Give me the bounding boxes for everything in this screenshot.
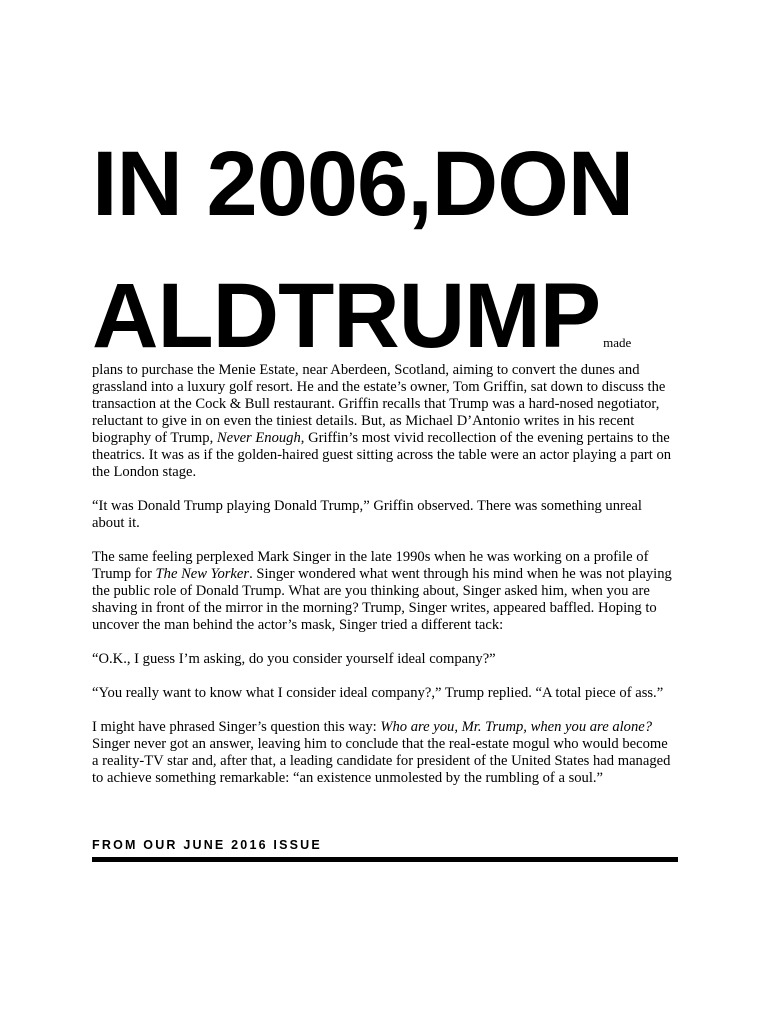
paragraph-text: , Griffin’s most vivid recollection of the evening pertains to the theatrics. It was as if the golden-haired guest sitting across the table were an actor playing a part on the London stage. [92,430,672,480]
article-paragraph [92,651,677,668]
italic-text: Never Enough [216,430,301,446]
paragraph-text: Singer never got an answer, leaving him to conclude that the real-estate mogul who would become a reality-TV star and, after that, a leading candidate for president of the United States had managed to achieve something remarkable: “an existence unmolested by the rumbling of a soul.” [92,736,671,786]
italic-text: The New Yorker [155,566,250,582]
paragraph-text: “It was Donald Trump playing Donald Trump,” Griffin observed. There was something unreal about it. [92,498,642,531]
paragraph-text: plans to purchase the Menie Estate, near Aberdeen, Scotland, aiming to convert the dunes and grassland into a luxury golf resort. He and the estate’s owner, Tom Griffin, sat down to discuss the transaction at the Cock & Bull restaurant. Griffin recalls that Trump was a hard-nosed negotiator, reluctant to give in on even the tiniest details. But, as Michael D’Antonio writes in his recent biography of Trump, [92,362,666,446]
article-paragraph [92,549,677,634]
article-paragraph [92,362,677,481]
paragraph-text: “You really want to know what I consider ideal company?,” Trump replied. “A total piece of ass.” [92,685,664,701]
paragraph-text: The same feeling perplexed Mark Singer in the late 1990s when he was working on a profile of Trump for [92,549,649,582]
paragraph-text: “O.K., I guess I’m asking, do you consider yourself ideal company?” [92,651,496,667]
italic-text: Who are you, Mr. Trump, when you are alone? [380,719,653,735]
paragraph-text: . Singer wondered what went through his mind when he was not playing the public role of Donald Trump. What are you thinking about, Singer asked him, when you are shaving in front of the mirror in the morning? Trump, Singer writes, appeared baffled. Hoping to uncover the man behind the actor’s mask, Singer tried a different tack: [92,566,672,633]
issue-label: FROM OUR JUNE 2016 ISSUE [92,838,322,852]
headline-trailing-word: made [603,335,632,350]
divider-rule [92,857,678,862]
article-paragraph [92,719,677,787]
paragraph-text: I might have phrased Singer’s question this way: [92,719,381,735]
headline-line-1: IN 2006,DON [92,133,634,235]
article-paragraph [92,498,677,532]
article-paragraph [92,685,677,702]
headline-line-2-text: ALDTRUMP [92,265,601,367]
article-body [92,362,677,787]
